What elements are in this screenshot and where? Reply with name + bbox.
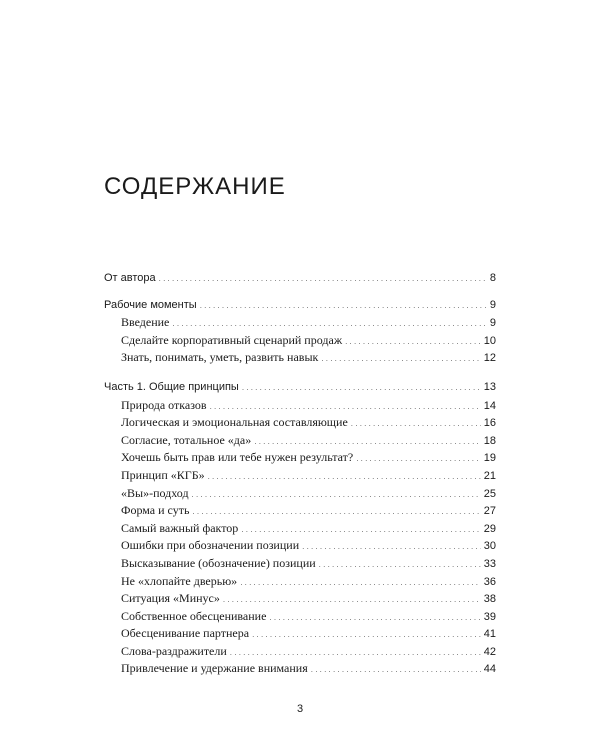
toc-entry-page: 13	[483, 380, 496, 393]
toc-entry-label: Введение	[121, 315, 170, 330]
toc-entry[interactable]	[104, 332, 496, 350]
toc-entry-label: Рабочие моменты	[104, 298, 197, 311]
toc-entry-page: 39	[483, 610, 496, 623]
toc-entry-label: «Вы»-подход	[121, 485, 189, 500]
toc-leader-dots	[210, 397, 481, 416]
toc-leader-dots	[356, 449, 481, 468]
toc-entry[interactable]	[104, 537, 496, 555]
toc-entry-label: Привлечение и удержание внимания	[121, 661, 308, 676]
toc-entry-page: 33	[483, 557, 496, 570]
toc-leader-dots	[200, 297, 487, 315]
toc-entry[interactable]	[104, 660, 496, 678]
toc-entry-label: Самый важный фактор	[121, 520, 239, 535]
toc-entry-page: 19	[483, 452, 496, 465]
toc-entry[interactable]	[104, 432, 496, 450]
toc-entry-page: 42	[483, 645, 496, 658]
toc-leader-dots	[241, 520, 480, 539]
toc-entry-label: Логическая и эмоциональная составляющие	[121, 415, 348, 430]
toc-entry-label: Знать, понимать, уметь, развить навык	[121, 350, 319, 365]
toc-entry-page: 9	[489, 298, 496, 311]
toc-leader-dots	[192, 502, 480, 521]
toc-leader-dots	[345, 332, 481, 351]
toc-leader-dots	[223, 590, 481, 609]
toc-entry-page: 16	[483, 417, 496, 430]
page-number: 3	[296, 703, 304, 715]
table-of-contents	[104, 270, 496, 678]
page-title: СОДЕРЖАНИЕ	[104, 173, 286, 200]
toc-leader-dots	[302, 537, 481, 556]
toc-entry[interactable]	[104, 625, 496, 643]
toc-entry-page: 14	[483, 399, 496, 412]
toc-entry-label: Согласие, тотальное «да»	[121, 432, 252, 447]
toc-entry-page: 21	[483, 469, 496, 482]
toc-entry[interactable]	[104, 573, 496, 591]
toc-entry-label: Хочешь быть прав или тебе нужен результат?	[121, 450, 354, 465]
toc-leader-dots	[172, 314, 487, 333]
toc-entry-label: Ошибки при обозначении позиции	[121, 538, 300, 553]
toc-entry-label: Часть 1. Общие принципы	[104, 380, 239, 393]
toc-entry-page: 27	[483, 505, 496, 518]
toc-entry-label: Сделайте корпоративный сценарий продаж	[121, 332, 343, 347]
toc-entry-label: Принцип «КГБ»	[121, 467, 205, 482]
toc-leader-dots	[208, 467, 481, 486]
toc-entry-label: Обесценивание партнера	[121, 626, 250, 641]
toc-entry-page: 25	[483, 487, 496, 500]
toc-entry-label: От автора	[104, 272, 156, 284]
toc-entry[interactable]	[104, 449, 496, 467]
toc-entry-page: 29	[483, 522, 496, 535]
toc-entry-label: Слова-раздражители	[121, 643, 227, 658]
toc-entry[interactable]	[104, 643, 496, 661]
toc-leader-dots	[254, 432, 481, 451]
toc-leader-dots	[311, 660, 481, 679]
toc-leader-dots	[242, 379, 481, 397]
toc-entry-part-1[interactable]	[104, 379, 496, 397]
toc-entry[interactable]	[104, 314, 496, 332]
toc-leader-dots	[319, 555, 481, 574]
toc-entry[interactable]	[104, 467, 496, 485]
toc-leader-dots	[321, 349, 480, 368]
toc-entry-label: Природа отказов	[121, 397, 207, 412]
toc-entry-working-points[interactable]	[104, 297, 496, 315]
toc-leader-dots	[269, 608, 480, 627]
toc-entry[interactable]	[104, 608, 496, 626]
toc-entry[interactable]	[104, 502, 496, 520]
toc-entry[interactable]	[104, 590, 496, 608]
toc-entry-page: 10	[483, 334, 496, 347]
toc-entry[interactable]	[104, 485, 496, 503]
toc-entry-page: 12	[483, 352, 496, 365]
toc-entry-label: Ситуация «Минус»	[121, 591, 220, 606]
toc-leader-dots	[240, 573, 481, 592]
toc-entry[interactable]	[104, 397, 496, 415]
toc-entry-page: 30	[483, 540, 496, 553]
toc-leader-dots	[252, 625, 481, 644]
toc-entry[interactable]	[104, 349, 496, 367]
toc-entry-page: 9	[489, 317, 496, 330]
toc-leader-dots	[351, 414, 481, 433]
toc-entry-label: Не «хлопайте дверью»	[121, 573, 238, 588]
toc-leader-dots	[159, 270, 487, 288]
toc-entry[interactable]	[104, 414, 496, 432]
toc-entry[interactable]	[104, 520, 496, 538]
toc-leader-dots	[230, 643, 481, 662]
toc-entry-author[interactable]	[104, 270, 496, 288]
toc-entry-page: 41	[483, 628, 496, 641]
toc-entry-page: 36	[483, 575, 496, 588]
toc-entry-page: 18	[483, 434, 496, 447]
toc-entry[interactable]	[104, 555, 496, 573]
toc-leader-dots	[192, 485, 481, 504]
toc-entry-page: 38	[483, 593, 496, 606]
toc-entry-label: Высказывание (обозначение) позиции	[121, 555, 316, 570]
toc-entry-page: 44	[483, 663, 496, 676]
toc-entry-label: Собственное обесценивание	[121, 608, 267, 623]
toc-entry-label: Форма и суть	[121, 503, 190, 518]
toc-entry-page: 8	[489, 272, 496, 284]
